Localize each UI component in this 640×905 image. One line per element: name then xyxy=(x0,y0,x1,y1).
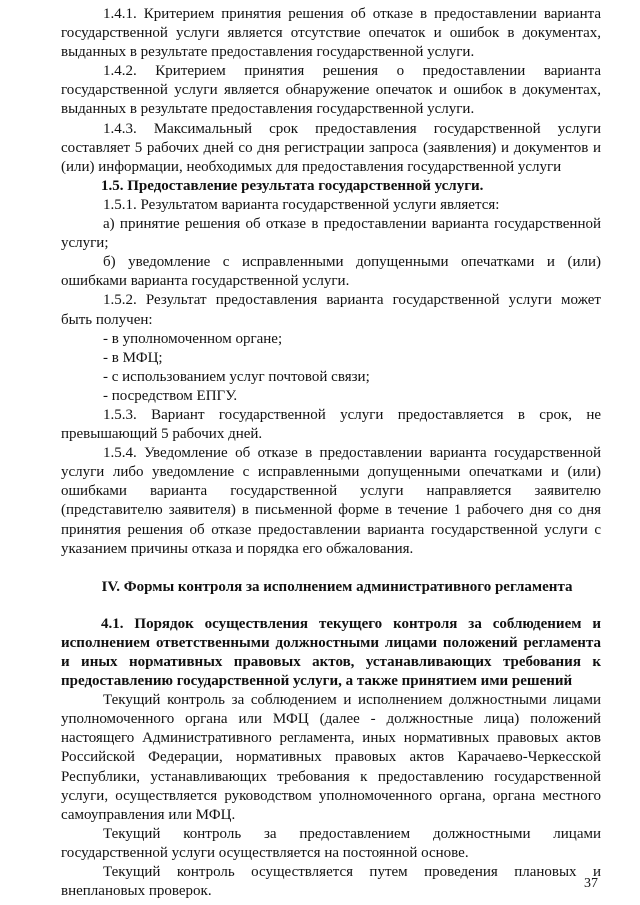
paragraph-4-1-c: Текущий контроль осуществляется путем проведения плановых и внеплановых проверок. xyxy=(61,864,601,900)
page-content xyxy=(61,5,601,901)
list-item-post: - с использованием услуг почтовой связи; xyxy=(103,368,370,385)
list-item-mfc: - в МФЦ; xyxy=(103,349,163,366)
heading-1-5: 1.5. Предоставление результата государственной услуги. xyxy=(101,177,484,194)
paragraph-1-5-4: 1.5.4. Уведомление об отказе в предоставлении варианта государственной услуги либо уведомление с исправленными допущенными опечатками и (или) ошибками варианта государственной услуги направляется заявителю (представителю заявителя) в письменной форме в течение 1 рабочего дня со дня принятия решения об отказе предоставлении варианта государственной услуги с указанием причины отказа и порядка его обжалования. xyxy=(61,445,601,557)
list-item-authority: - в уполномоченном органе; xyxy=(103,330,283,347)
section-4-title: IV. Формы контроля за исполнением административного регламента xyxy=(101,578,573,595)
paragraph-1-5-1-a: а) принятие решения об отказе в предоставлении варианта государственной услуги; xyxy=(61,216,601,252)
list-item-epgu: - посредством ЕПГУ. xyxy=(103,387,238,404)
heading-4-1: 4.1. Порядок осуществления текущего контроля за соблюдением и исполнением ответственными должностными лицами положений регламента и иных нормативных правовых актов, устанавливающих требования к предоставлению государственной услуги, а также принятием ими решений xyxy=(61,615,601,690)
paragraph-1-4-1: 1.4.1. Критерием принятия решения об отказе в предоставлении варианта государственной услуги является отсутствие опечаток и ошибок в документах, выданных в результате предоставления государственной услуги. xyxy=(61,6,601,61)
paragraph-1-4-2: 1.4.2. Критерием принятия решения о предоставлении варианта государственной услуги является обнаружение опечаток и ошибок в документах, выданных в результате предоставления государственной услуги. xyxy=(61,63,601,118)
paragraph-1-5-1: 1.5.1. Результатом варианта государственной услуги является: xyxy=(103,196,500,213)
paragraph-1-5-3: 1.5.3. Вариант государственной услуги предоставляется в срок, не превышающий 5 рабочих дней. xyxy=(61,406,601,443)
page-number: 37 xyxy=(584,876,598,891)
paragraph-1-4-3: 1.4.3. Максимальный срок предоставления государственной услуги составляет 5 рабочих дней со дня регистрации запроса (заявления) и документов и (или) информации, необходимых для предоставления государственной услуги xyxy=(61,120,601,175)
paragraph-1-5-1-b: б) уведомление с исправленными допущенными опечатками и (или) ошибками варианта государственной услуги. xyxy=(61,254,601,290)
paragraph-4-1-a: Текущий контроль за соблюдением и исполнением должностными лицами уполномоченного органа или МФЦ (далее - должностные лица) положений настоящего Административного регламента, иных нормативных правовых актов Российской Федерации, нормативных правовых актов Карачаево-Черкесской Республики, устанавливающих требования к предоставлению государственной услуги, осуществляется руководством уполномоченного органа, органа местного самоуправления или МФЦ. xyxy=(61,692,601,823)
paragraph-4-1-b: Текущий контроль за предоставлением должностными лицами государственной услуги осуществляется на постоянной основе. xyxy=(61,825,601,861)
paragraph-1-5-2: 1.5.2. Результат предоставления варианта государственной услуги может быть получен: xyxy=(61,292,601,328)
